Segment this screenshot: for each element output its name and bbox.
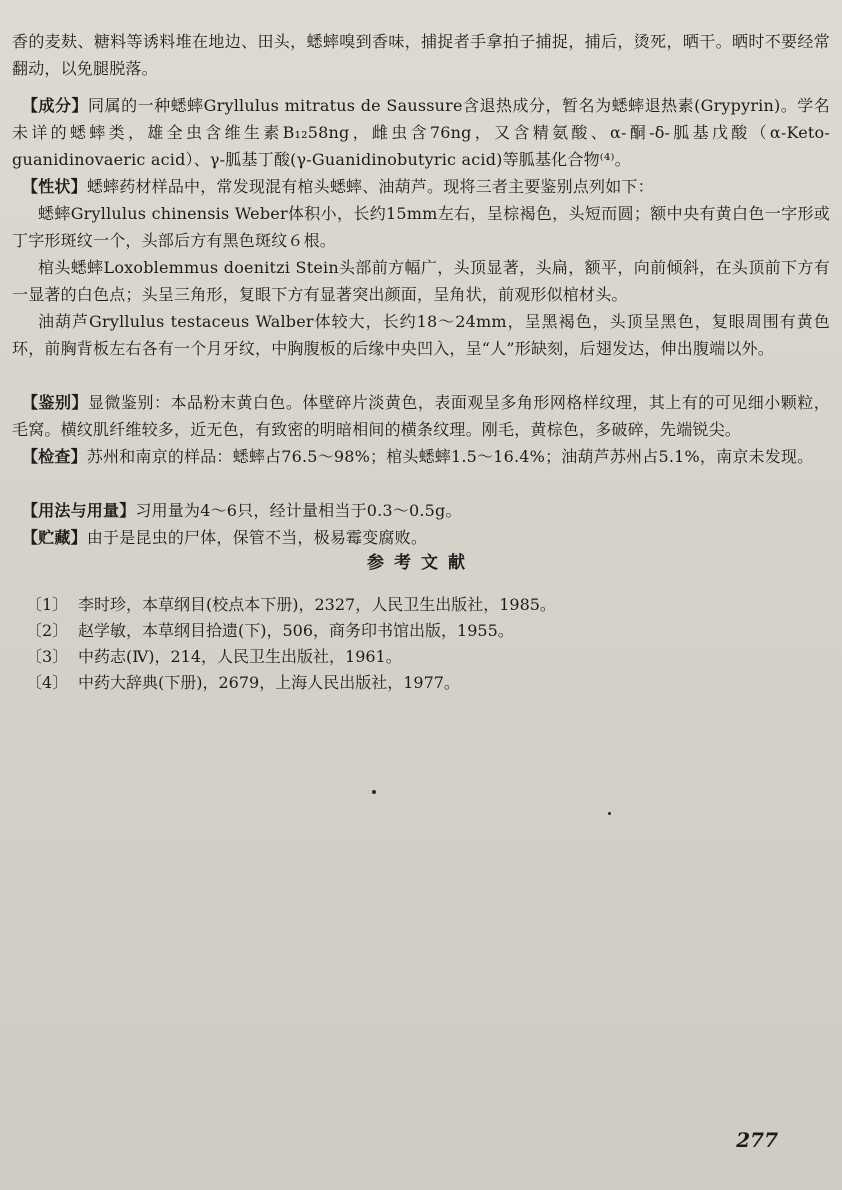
section-label-inspection: 【检查】 (22, 447, 87, 466)
paragraph-text: 同属的一种蟋蟀Gryllulus mitratus de Saussure含退热成分，暂名为蟋蟀退热素(Grypyrin)。学名未详的蟋蟀类，雄全虫含维生素B₁₂58ng，雌虫含76ng，又含精氨酸、α-酮-δ-胍基戊酸（α-Keto-guanidinovaeric acid）、γ-胍基丁酸(γ-Guanidinobutyric acid)等胍基化合物⁽⁴⁾。 (12, 96, 830, 169)
paragraph-text: 苏州和南京的样品：蟋蟀占76.5～98%；棺头蟋蟀1.5～16.4%；油葫芦苏州占5.1%，南京未发现。 (86, 447, 814, 466)
paragraph-text: 习用量为4～6只，经计量相当于0.3～0.5g。 (135, 501, 462, 520)
reference-item (26, 620, 514, 642)
paragraph-processing-end (12, 28, 830, 82)
reference-item (26, 594, 556, 616)
paragraph-text: 显微鉴别：本品粉末黄白色。体壁碎片淡黄色，表面观呈多角形网格样纹理，其上有的可见细小颗粒，毛窝。横纹肌纤维较多，近无色，有致密的明暗相间的横条纹理。刚毛，黄棕色，多破碎，先端锐尖。 (12, 393, 830, 439)
paragraph-text: 香的麦麸、糖料等诱料堆在地边、田头，蟋蟀嗅到香味，捕捉者手拿拍子捕捉，捕后，烫死，晒干。晒时不要经常翻动，以免腿脱落。 (12, 32, 830, 78)
reference-text: 赵学敏，本草纲目拾遗(下)，506，商务印书馆出版，1955。 (78, 621, 514, 640)
section-label-identification: 【鉴别】 (22, 393, 88, 412)
reference-item (26, 672, 460, 694)
ink-speck (608, 812, 611, 815)
section-label-storage: 【贮藏】 (22, 528, 87, 547)
section-label-composition: 【成分】 (22, 96, 89, 115)
paragraph-text: 油葫芦Gryllulus testaceus Walber体较大，长约18～24mm，呈黑褐色，头顶呈黑色，复眼周围有黄色环，前胸背板左右各有一个月牙纹，中胸腹板的后缘中央凹入，呈“人”形缺刻，后翅发达，伸出腹端以外。 (12, 312, 830, 358)
paragraph-field-cricket (12, 308, 830, 362)
paragraph-coffin-head-cricket (12, 254, 830, 308)
reference-number: 〔1〕 (26, 595, 69, 614)
paragraph-text: 由于是昆虫的尸体，保管不当，极易霉变腐败。 (86, 528, 428, 547)
reference-number: 〔2〕 (26, 621, 69, 640)
paragraph-identification (12, 389, 830, 443)
section-label-characteristics: 【性状】 (22, 177, 87, 196)
reference-text: 中药大辞典(下册)，2679，上海人民出版社，1977。 (78, 673, 460, 692)
reference-number: 〔4〕 (26, 673, 69, 692)
reference-text: 李时珍，本草纲目(校点本下册)，2327，人民卫生出版社，1985。 (78, 595, 556, 614)
paragraph-characteristics (12, 173, 830, 200)
paragraph-cricket-description (12, 200, 830, 254)
paragraph-text: 蟋蟀Gryllulus chinensis Weber体积小，长约15mm左右，呈棕褐色，头短而圆；额中央有黄白色一字形或丁字形斑纹一个，头部后方有黑色斑纹６根。 (12, 204, 830, 250)
section-label-usage-dosage: 【用法与用量】 (22, 501, 136, 520)
paragraph-text: 蟋蟀药材样品中，常发现混有棺头蟋蟀、油葫芦。现将三者主要鉴别点列如下： (86, 177, 654, 196)
reference-number: 〔3〕 (26, 647, 69, 666)
paragraph-usage-dosage (12, 497, 830, 524)
page-number: 277 (736, 1128, 778, 1152)
paragraph-composition (12, 92, 830, 173)
ink-speck (372, 790, 376, 794)
reference-item (26, 646, 402, 668)
references-title: 参考文献 (367, 553, 475, 573)
paragraph-text: 棺头蟋蟀Loxoblemmus doenitzi Stein头部前方幅广，头顶显著，头扁，额平，向前倾斜，在头顶前下方有一显著的白色点；头呈三角形，复眼下方有显著突出颜面，呈角状，前观形似棺材头。 (12, 258, 830, 304)
paragraph-inspection (12, 443, 830, 470)
paragraph-storage (12, 524, 830, 551)
reference-text: 中药志(Ⅳ)，214，人民卫生出版社，1961。 (78, 647, 402, 666)
